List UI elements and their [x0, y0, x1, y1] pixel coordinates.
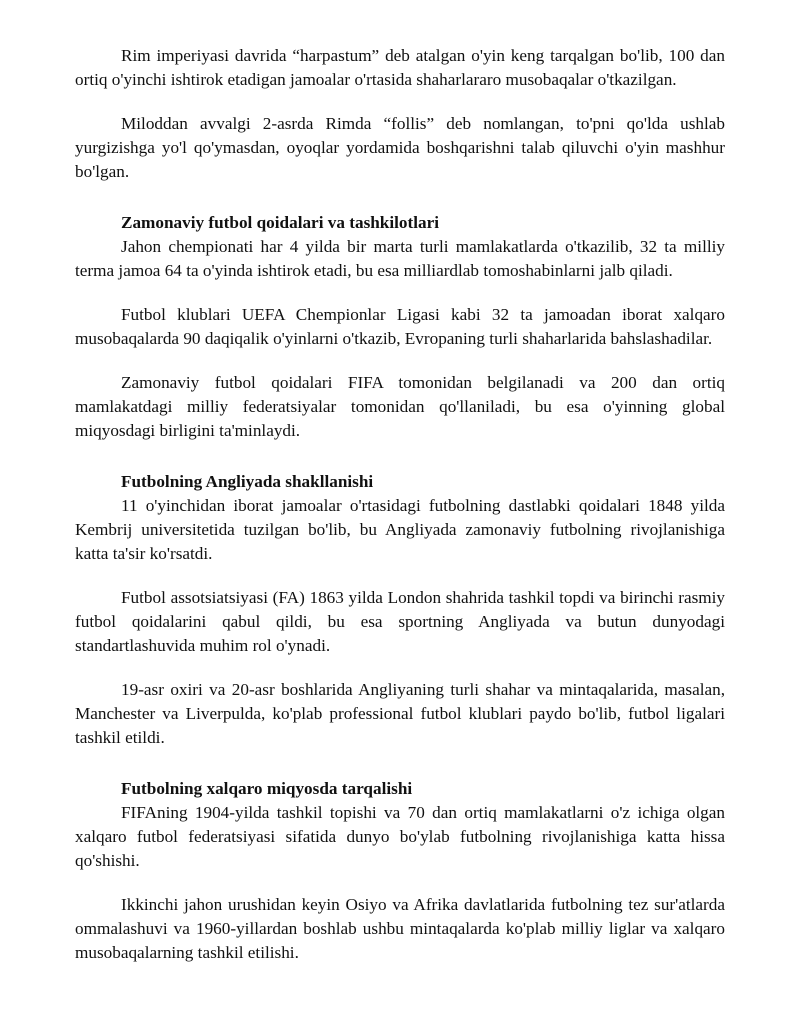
paragraph-fifa-rules: Zamonaviy futbol qoidalari FIFA tomonidan belgilanadi va 200 dan ortiq mamlakatdagi milliy federatsiyalar tomonidan qo'llaniladi, bu esa o'yinning global miqyosdagi birligini ta'minlaydi. [75, 373, 725, 440]
paragraph-football-association: Futbol assotsiatsiyasi (FA) 1863 yilda London shahrida tashkil topdi va birinchi rasmiy futbol qoidalarini qabul qildi, bu esa sportning Angliyada va butun dunyodagi standartlashuvida muhim rol o'ynadi. [75, 588, 725, 655]
document-page [75, 44, 725, 965]
paragraph-harpastum: Rim imperiyasi davrida “harpastum” deb atalgan o'yin keng tarqalgan bo'lib, 100 dan ortiq o'yinchi ishtirok etadigan jamoalar o'rtasida shaharlararo musobaqalar o'tkazilgan. [75, 46, 725, 89]
heading-modern-rules: Zamonaviy futbol qoidalari va tashkilotlari [121, 213, 440, 232]
heading-england: Futbolning Angliyada shakllanishi [121, 472, 374, 491]
paragraph-professional-clubs: 19-asr oxiri va 20-asr boshlarida Angliyaning turli shahar va mintaqalarida, masalan, Manchester va Liverpulda, ko'plab professional futbol klublari paydo bo'lib, futbol ligalari tashkil etildi. [75, 680, 725, 747]
paragraph-fifa-founding: FIFAning 1904-yilda tashkil topishi va 70 dan ortiq mamlakatlarni o'z ichiga olgan xalqaro futbol federatsiyasi sifatida dunyo bo'ylab futbolning rivojlanishiga katta hissa qo'shishi. [75, 803, 725, 870]
heading-international: Futbolning xalqaro miqyosda tarqalishi [121, 779, 413, 798]
paragraph-asia-africa: Ikkinchi jahon urushidan keyin Osiyo va Afrika davlatlarida futbolning tez sur'atlarda ommalashuvi va 1960-yillardan boshlab ushbu mintaqalarda ko'plab milliy liglar va xalqaro musobaqalarning tashkil etilishi. [75, 895, 725, 962]
paragraph-world-cup: Jahon chempionati har 4 yilda bir marta turli mamlakatlarda o'tkazilib, 32 ta milliy terma jamoa 64 ta o'yinda ishtirok etadi, bu esa milliardlab tomoshabinlarni jalb qiladi. [75, 237, 725, 280]
paragraph-uefa-clubs: Futbol klublari UEFA Chempionlar Ligasi kabi 32 ta jamoadan iborat xalqaro musobaqalarda 90 daqiqalik o'yinlarni o'tkazib, Evropaning turli shaharlarida bahslashadilar. [75, 305, 725, 348]
paragraph-follis: Miloddan avvalgi 2-asrda Rimda “follis” deb nomlangan, to'pni qo'lda ushlab yurgizishga yo'l qo'ymasdan, oyoqlar yordamida boshqarishni talab qiluvchi o'yin mashhur bo'lgan. [75, 114, 725, 181]
paragraph-cambridge-rules: 11 o'yinchidan iborat jamoalar o'rtasidagi futbolning dastlabki qoidalari 1848 yilda Kembrij universitetida tuzilgan bo'lib, bu Angliyada zamonaviy futbolning rivojlanishiga katta ta'sir ko'rsatdi. [75, 496, 725, 563]
